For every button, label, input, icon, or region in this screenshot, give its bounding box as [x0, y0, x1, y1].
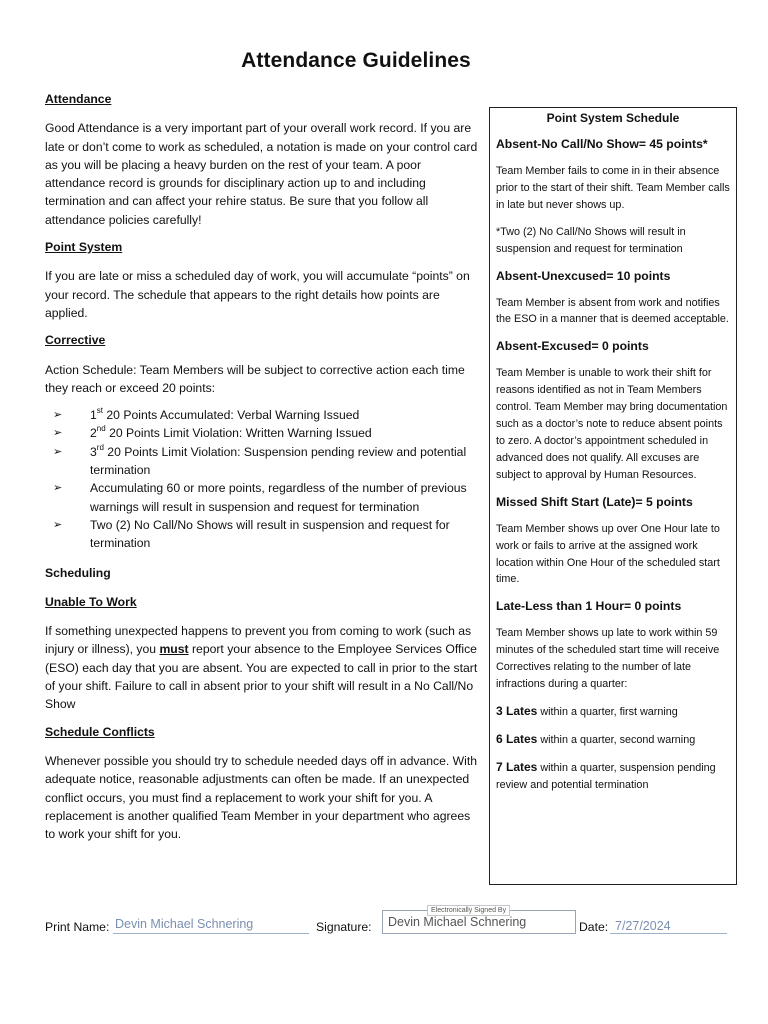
section-heading: Missed Shift Start (Late)= 5 points — [496, 494, 693, 509]
date-field[interactable]: 7/27/2024 — [615, 919, 671, 933]
corrective-list — [45, 406, 481, 552]
section-text: Team Member shows up late to work within 59 minutes of the scheduled start time will receive Correctives relating to the number of late infractions during a quarter: — [496, 627, 720, 691]
section-text: Team Member shows up over One Hour late to work or fails to arrive at the assigned work location within One Hour of the scheduled start time. — [496, 522, 720, 586]
section-heading: Absent-Excused= 0 points — [496, 339, 649, 354]
schedule-conflicts-heading: Schedule Conflicts — [45, 724, 155, 739]
signature-row — [0, 906, 768, 946]
date-underline — [610, 933, 727, 934]
signature-value: Devin Michael Schnering — [388, 915, 527, 929]
point-system-text: If you are late or miss a scheduled day of work, you will accumulate “points” on your record. The schedule that appears to the right details how points are applied. — [45, 269, 470, 320]
lates-item: 7 Lates within a quarter, suspension pending review and potential termination — [496, 759, 716, 791]
lates-item: 3 Lates within a quarter, first warning — [496, 703, 678, 718]
corrective-heading: Corrective — [45, 333, 106, 348]
point-system-schedule-box — [489, 107, 737, 885]
list-item: ➢ 3rd 20 Points Limit Violation: Suspension pending review and potential termination — [53, 442, 467, 478]
print-name-underline — [113, 933, 309, 934]
arrow-bullet-icon: ➢ — [53, 482, 63, 495]
section-heading: Late-Less than 1 Hour= 0 points — [496, 599, 682, 614]
unable-to-work-heading: Unable To Work — [45, 594, 137, 609]
arrow-bullet-icon: ➢ — [53, 409, 63, 422]
signed-caption: Electronically Signed By — [427, 905, 510, 916]
section-heading: Absent-Unexcused= 10 points — [496, 268, 671, 283]
list-item: ➢ 1st 20 Points Accumulated: Verbal Warning Issued — [45, 406, 481, 424]
schedule-conflicts-text: Whenever possible you should try to schedule needed days off in advance. With adequate notice, reasonable adjustments can often be made. If an unexpected conflict occurs, you must find a replacement to work your shift for you. A replacement is another qualified Team Member in your department who agrees to work your shift for you. — [45, 753, 478, 842]
arrow-bullet-icon: ➢ — [53, 518, 63, 531]
list-item: ➢ Accumulating 60 or more points, regardless of the number of previous warnings will result in suspension and request for termination — [53, 481, 467, 514]
left-column — [45, 90, 481, 852]
point-system-heading: Point System — [45, 240, 123, 255]
document-title: Attendance Guidelines — [241, 49, 471, 72]
section-text: Team Member fails to come in in their absence prior to the start of their shift. Team Member calls in late but never shows up. — [496, 165, 730, 211]
attendance-text: Good Attendance is a very important part of your overall work record. If you are late or don’t come to work as scheduled, a notation is made on your control card as you will be placing a heavy burden on the rest of your team. A poor attendance record is grounds for disciplinary action up to and including termination and can affect your rehire status. Be sure that you follow all attendance policies carefully! — [45, 121, 478, 227]
arrow-bullet-icon: ➢ — [53, 445, 63, 458]
unable-to-work-text: If something unexpected happens to prevent you from coming to work (such as injury or illness), you must report your absence to the Employee Services Office (ESO) each day that you are absent. You are expected to call in prior to the start of your shift. Failure to call in absent prior to your shift will result in a No Call/No Show — [45, 624, 478, 712]
print-name-label: Print Name: — [45, 920, 110, 934]
signature-label: Signature: — [316, 920, 372, 934]
section-text: Team Member is unable to work their shift for reasons identified as not in Team Members control. Team Member may bring documentation such as a doctor’s note to reduce absent points to zero. A doctor’s appointment scheduled in advanced does not qualify. All excuses are subject to approval by Human Resources. — [496, 367, 728, 481]
date-label: Date: — [579, 920, 609, 934]
attendance-heading: Attendance — [45, 92, 112, 106]
list-item: ➢ Two (2) No Call/No Shows will result in suspension and request for termination — [53, 517, 450, 551]
lates-item: 6 Lates within a quarter, second warning — [496, 731, 696, 746]
list-item: ➢ 2nd 20 Points Limit Violation: Written Warning Issued — [45, 424, 481, 442]
section-text: *Two (2) No Call/No Shows will result in suspension and request for termination — [496, 225, 686, 255]
arrow-bullet-icon: ➢ — [53, 427, 63, 440]
section-text: Team Member is absent from work and notifies the ESO in a manner that is deemed acceptable. — [496, 296, 729, 326]
scheduling-heading: Scheduling — [45, 565, 111, 580]
section-heading: Absent-No Call/No Show= 45 points* — [496, 137, 708, 151]
box-title: Point System Schedule — [546, 111, 680, 125]
print-name-field[interactable]: Devin Michael Schnering — [115, 917, 254, 931]
corrective-text: Action Schedule: Team Members will be subject to corrective action each time they reach or exceed 20 points: — [45, 362, 465, 395]
